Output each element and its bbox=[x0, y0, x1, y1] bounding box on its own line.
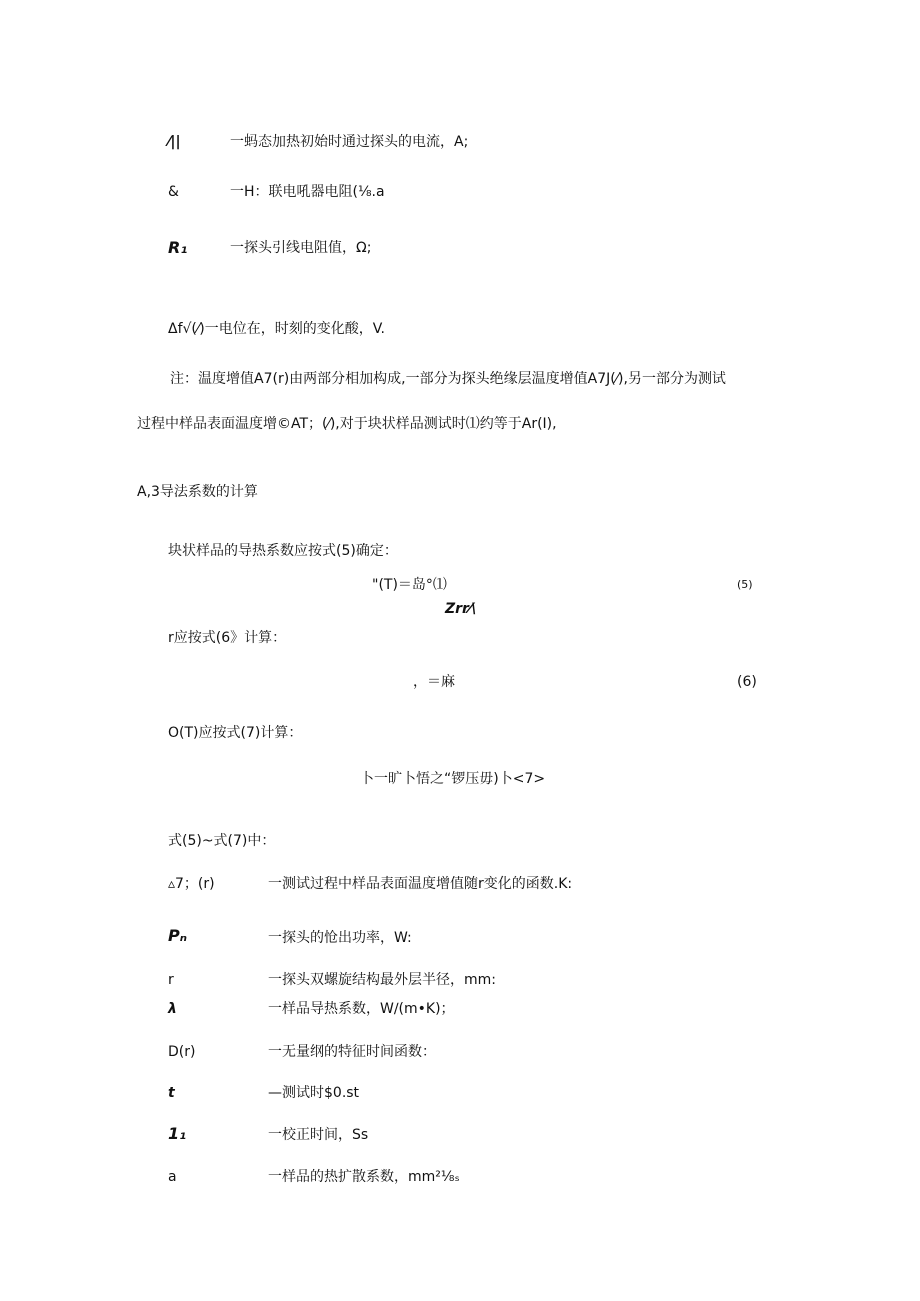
def-symbol: ▵7；(r) bbox=[168, 876, 215, 892]
equation-5-bottom: Zrr⁄\ bbox=[445, 601, 477, 617]
def-symbol: Pₙ bbox=[168, 926, 188, 945]
def-description: 一无量纲的特征时间函数： bbox=[268, 1044, 436, 1060]
note-line-1: 注：温度增值A7(r)由两部分相加构成,一部分为探头绝缘层温度增值A7J(⁄),另一部分为测试 bbox=[170, 371, 726, 387]
def-description: 一样品导热系数，W∕(m•K)； bbox=[268, 1001, 455, 1017]
def-symbol: D(r) bbox=[168, 1044, 196, 1060]
def-description: 一探头引线电阻值，Ω; bbox=[230, 240, 372, 256]
where-line: 式(5)~式(7)中： bbox=[168, 833, 276, 849]
def-symbol: λ bbox=[168, 1001, 177, 1017]
def-symbol: a bbox=[168, 1169, 177, 1185]
delta-line: Δf√(⁄)一电位在，时刻的变化酸，V. bbox=[168, 321, 385, 337]
equation-5-number: (5) bbox=[737, 578, 753, 591]
def-symbol: R₁ bbox=[168, 238, 188, 257]
paragraph: 块状样品的导热系数应按式(5)确定： bbox=[168, 543, 398, 559]
paragraph: O(T)应按式(7)计算： bbox=[168, 725, 303, 741]
def-description: —测试时$0.st bbox=[268, 1085, 360, 1101]
def-description: 一测试过程中样品表面温度增值随r变化的函数.K: bbox=[268, 876, 573, 892]
equation-6: ，＝麻 bbox=[413, 674, 455, 690]
paragraph: r应按式(6》计算： bbox=[168, 630, 287, 646]
def-description: 一样品的热扩散系数，mm²⅛ₛ bbox=[268, 1169, 460, 1185]
note-line-2: 过程中样品表面温度增©AT；(⁄),对于块状样品测试时⑴约等于Ar(I), bbox=[137, 416, 557, 432]
def-symbol: & bbox=[168, 184, 179, 200]
equation-6-number: (6) bbox=[737, 674, 757, 690]
def-description: 一H：联电吼器电阻(⅛.a bbox=[230, 184, 385, 200]
equation-7: 卜一旷卜悟之“锣压毋)卜<7> bbox=[360, 771, 546, 787]
def-symbol: 1₁ bbox=[168, 1124, 187, 1143]
equation-5-top: "(T)＝岛°⑴ bbox=[372, 577, 447, 593]
section-title: A,3导法系数的计算 bbox=[137, 484, 258, 500]
def-description: 一探头双螺旋结构最外层半径，mm: bbox=[268, 972, 496, 988]
def-symbol: r bbox=[168, 972, 174, 988]
def-symbol: ⁄|| bbox=[168, 134, 181, 150]
def-description: 一校正时间，Ss bbox=[268, 1127, 369, 1143]
def-description: 一探头的怆出功率，W: bbox=[268, 930, 412, 946]
def-description: 一蚂态加热初始时通过探头的电流，A; bbox=[230, 134, 469, 150]
def-symbol: t bbox=[168, 1085, 175, 1101]
